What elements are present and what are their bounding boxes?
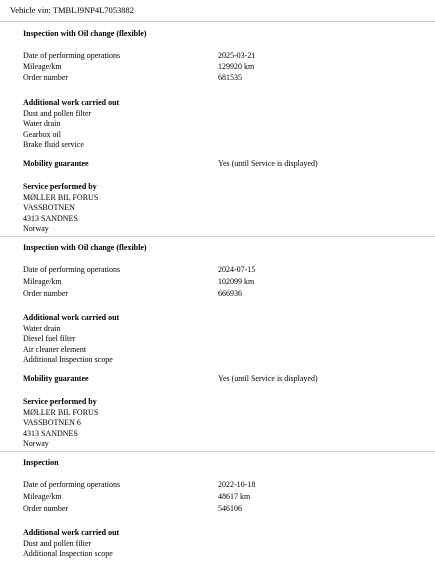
mileage-value: 48617 km [218, 492, 251, 501]
service-performed-block [23, 182, 98, 235]
additional-work-block [23, 98, 119, 151]
service-line: Norway [23, 439, 49, 448]
service-performed-title: Service performed by [23, 182, 97, 191]
additional-work-block [23, 528, 119, 560]
additional-work-item: Water drain [23, 119, 61, 128]
additional-work-title: Additional work carried out [23, 528, 120, 537]
additional-work-title: Additional work carried out [23, 98, 120, 107]
date-value: 2024-07-15 [218, 265, 256, 274]
service-line: 4313 SANDNES [23, 213, 78, 223]
order-label: Order number [23, 289, 69, 298]
mobility-guarantee-value: Yes (until Service is displayed) [218, 159, 318, 168]
mileage-value: 102099 km [218, 277, 255, 286]
mobility-guarantee-value: Yes (until Service is displayed) [218, 374, 318, 383]
order-value: 546106 [218, 504, 242, 513]
additional-work-item: Air cleaner element [23, 344, 87, 354]
order-value: 666936 [218, 289, 242, 298]
additional-work-item: Diesel fuel filter [23, 334, 76, 343]
mileage-label: Mileage/km [23, 277, 62, 286]
date-value: 2022-10-18 [218, 480, 256, 489]
section-divider [0, 451, 435, 452]
additional-work-item: Gearbox oil [23, 129, 61, 139]
additional-work-item: Water drain [23, 323, 61, 333]
date-label: Date of performing operations [23, 265, 121, 274]
service-line: Norway [23, 224, 49, 233]
service-line: MØLLER BIL FORUS [23, 192, 99, 202]
service-performed-block [23, 397, 98, 450]
mileage-label: Mileage/km [23, 62, 62, 71]
mileage-value: 129920 km [218, 62, 255, 71]
additional-work-title: Additional work carried out [23, 313, 120, 322]
mobility-guarantee-label: Mobility guarantee [23, 159, 89, 168]
service-line: VASSBOTNEN 6 [23, 418, 81, 427]
additional-work-item: Additional Inspection scope [23, 549, 113, 558]
date-value: 2025-03-21 [218, 51, 256, 60]
order-label: Order number [23, 504, 69, 513]
vehicle-vin: Vehicle vin: TMBLJ9NP4L7053882 [10, 5, 135, 15]
service-line: MØLLER BIL FORUS [23, 407, 99, 417]
record-title: Inspection [23, 458, 59, 467]
additional-work-block [23, 313, 119, 366]
record-title: Inspection with Oil change (flexible) [23, 243, 147, 252]
service-line: 4313 SANDNES [23, 428, 78, 438]
additional-work-item: Additional Inspection scope [23, 355, 113, 364]
order-value: 681535 [218, 73, 242, 82]
date-label: Date of performing operations [23, 51, 121, 60]
additional-work-item: Dust and pollen filter [23, 538, 92, 548]
additional-work-item: Dust and pollen filter [23, 108, 92, 118]
section-divider [0, 236, 435, 237]
service-line: VASSBOTNEN [23, 203, 75, 212]
additional-work-item: Brake fluid service [23, 140, 84, 149]
record-title: Inspection with Oil change (flexible) [23, 29, 147, 38]
service-performed-title: Service performed by [23, 397, 97, 406]
date-label: Date of performing operations [23, 480, 121, 489]
mileage-label: Mileage/km [23, 492, 62, 501]
mobility-guarantee-label: Mobility guarantee [23, 374, 89, 383]
order-label: Order number [23, 73, 69, 82]
section-divider [0, 21, 435, 22]
